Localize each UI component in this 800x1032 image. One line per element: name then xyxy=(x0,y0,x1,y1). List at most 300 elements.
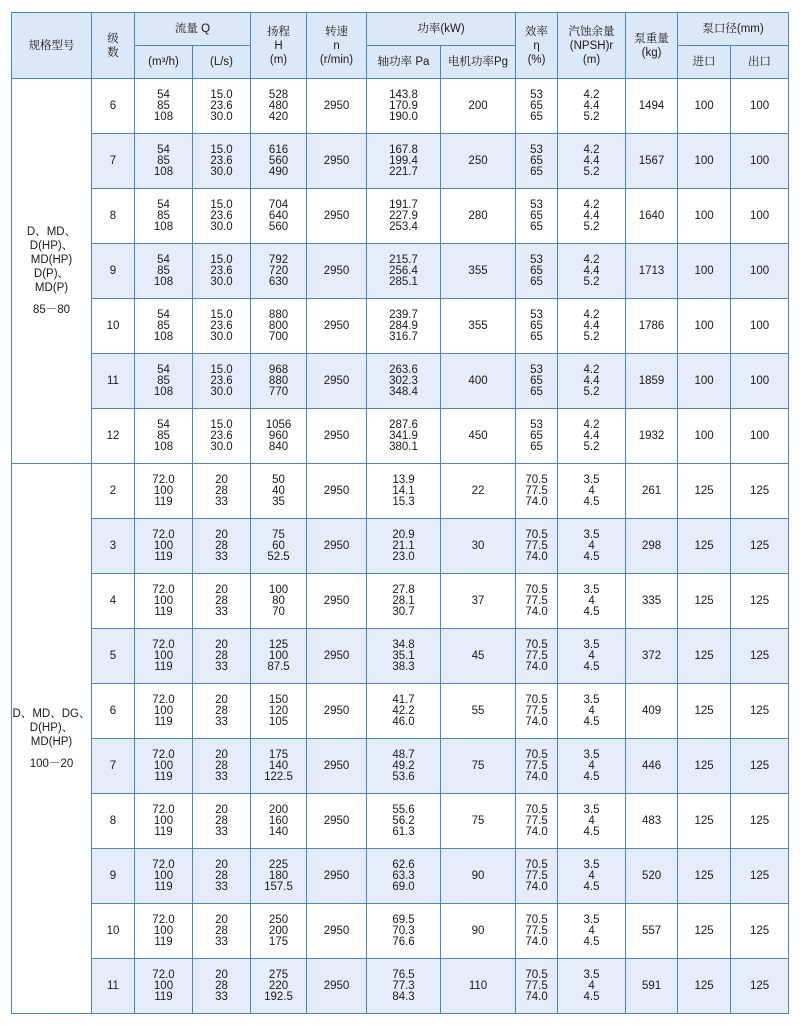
flow-ls-cell-value: 23.6 xyxy=(210,264,233,277)
npsh-cell-value: 4 xyxy=(588,814,595,827)
table-body xyxy=(12,79,789,1014)
head-cell xyxy=(251,299,307,354)
outlet-cell: 100 xyxy=(731,409,789,464)
weight-cell: 1567 xyxy=(626,134,678,189)
stages-cell: 8 xyxy=(92,189,135,244)
flow-ls-cell-value: 20 xyxy=(215,583,228,596)
flow-m3h-cell-value: 108 xyxy=(153,165,174,178)
flow-ls-cell xyxy=(193,299,251,354)
head-cell xyxy=(251,684,307,739)
efficiency-cell xyxy=(516,849,558,904)
flow-ls-cell-value: 20 xyxy=(215,803,228,816)
flow-m3h-cell-value: 85 xyxy=(157,374,170,387)
npsh-cell-value: 4.5 xyxy=(583,660,600,673)
flow-ls-cell-value: 20 xyxy=(215,913,228,926)
npsh-cell xyxy=(558,409,626,464)
efficiency-cell-value: 77.5 xyxy=(525,539,548,552)
flow-m3h-cell-value: 85 xyxy=(157,319,170,332)
efficiency-cell-value: 74.0 xyxy=(525,770,548,783)
npsh-cell-value: 4.5 xyxy=(583,770,600,783)
flow-m3h-cell-value: 100 xyxy=(153,924,174,937)
head-cell xyxy=(251,354,307,409)
npsh-cell xyxy=(558,519,626,574)
head-cell xyxy=(251,134,307,189)
efficiency-cell-value: 65 xyxy=(530,319,543,332)
table-row xyxy=(12,849,789,904)
flow-m3h-cell-value: 119 xyxy=(154,825,173,838)
motor-power-cell: 250 xyxy=(441,134,516,189)
table-row xyxy=(12,629,789,684)
shaft-power-cell-value: 348.4 xyxy=(389,385,418,398)
efficiency-cell-value: 70.5 xyxy=(525,528,548,541)
outlet-cell: 125 xyxy=(731,959,789,1014)
inlet-cell: 100 xyxy=(678,409,731,464)
stages-cell: 7 xyxy=(92,739,135,794)
outlet-cell: 125 xyxy=(731,794,789,849)
flow-m3h-cell-value: 72.0 xyxy=(152,803,175,816)
flow-ls-cell-value: 28 xyxy=(215,869,228,882)
flow-ls-cell-value: 28 xyxy=(215,704,228,717)
flow-ls-cell-value: 15.0 xyxy=(210,88,233,101)
weight-cell: 483 xyxy=(626,794,678,849)
outlet-cell: 100 xyxy=(731,299,789,354)
motor-power-cell: 90 xyxy=(441,849,516,904)
flow-m3h-cell-value: 119 xyxy=(154,935,173,948)
speed-cell: 2950 xyxy=(307,904,367,959)
weight-cell: 1859 xyxy=(626,354,678,409)
efficiency-cell-value: 70.5 xyxy=(525,473,548,486)
head-cell-value: 880 xyxy=(268,374,289,387)
header-model: 规格型号 xyxy=(12,13,92,79)
npsh-cell-value: 4 xyxy=(588,594,595,607)
flow-m3h-cell-value: 100 xyxy=(153,539,174,552)
speed-cell: 2950 xyxy=(307,629,367,684)
flow-m3h-cell xyxy=(135,189,193,244)
flow-m3h-cell xyxy=(135,849,193,904)
head-cell-value: 960 xyxy=(268,429,289,442)
efficiency-cell-value: 65 xyxy=(530,429,543,442)
motor-power-cell: 90 xyxy=(441,904,516,959)
shaft-power-cell-value: 239.7 xyxy=(389,308,418,321)
outlet-cell: 100 xyxy=(731,354,789,409)
head-cell-value: 880 xyxy=(268,308,289,321)
shaft-power-cell-value: 56.2 xyxy=(392,814,415,827)
efficiency-cell-value: 70.5 xyxy=(525,803,548,816)
flow-m3h-cell xyxy=(135,134,193,189)
npsh-cell-value: 4.5 xyxy=(583,990,600,1003)
flow-m3h-cell-value: 108 xyxy=(153,220,174,233)
npsh-cell xyxy=(558,464,626,519)
shaft-power-cell-value: 46.0 xyxy=(392,715,415,728)
header-outlet: 出口 xyxy=(731,46,789,79)
head-cell xyxy=(251,519,307,574)
shaft-power-cell-value: 256.4 xyxy=(389,264,418,277)
flow-m3h-cell xyxy=(135,574,193,629)
npsh-cell xyxy=(558,354,626,409)
head-cell-value: 87.5 xyxy=(267,660,290,673)
flow-m3h-cell-value: 72.0 xyxy=(152,968,175,981)
efficiency-cell-value: 53 xyxy=(530,308,543,321)
shaft-power-cell xyxy=(367,519,441,574)
outlet-cell: 125 xyxy=(731,739,789,794)
outlet-cell: 100 xyxy=(731,244,789,299)
head-cell-value: 157.5 xyxy=(264,880,293,893)
inlet-cell: 100 xyxy=(678,354,731,409)
flow-ls-cell-value: 20 xyxy=(215,638,228,651)
head-cell-value: 528 xyxy=(268,88,289,101)
shaft-power-cell-value: 48.7 xyxy=(392,748,415,761)
efficiency-cell xyxy=(516,629,558,684)
npsh-cell xyxy=(558,629,626,684)
shaft-power-cell-value: 63.3 xyxy=(392,869,415,882)
flow-ls-cell-value: 33 xyxy=(215,825,228,838)
flow-m3h-cell-value: 72.0 xyxy=(152,473,175,486)
npsh-cell xyxy=(558,959,626,1014)
npsh-cell-value: 3.5 xyxy=(583,803,600,816)
speed-cell: 2950 xyxy=(307,189,367,244)
motor-power-cell: 355 xyxy=(441,244,516,299)
shaft-power-cell xyxy=(367,189,441,244)
shaft-power-cell-value: 341.9 xyxy=(389,429,418,442)
head-cell-value: 192.5 xyxy=(264,990,293,1003)
npsh-cell-value: 3.5 xyxy=(583,638,600,651)
flow-ls-cell-value: 15.0 xyxy=(210,198,233,211)
flow-ls-cell-value: 20 xyxy=(215,693,228,706)
stages-cell: 12 xyxy=(92,409,135,464)
table-row xyxy=(12,134,789,189)
weight-cell: 1786 xyxy=(626,299,678,354)
shaft-power-cell-value: 77.3 xyxy=(392,979,415,992)
npsh-cell-value: 4 xyxy=(588,759,595,772)
flow-m3h-cell xyxy=(135,794,193,849)
npsh-cell-value: 5.2 xyxy=(583,165,600,178)
flow-m3h-cell-value: 119 xyxy=(154,605,173,618)
weight-cell: 372 xyxy=(626,629,678,684)
weight-cell: 446 xyxy=(626,739,678,794)
npsh-cell-value: 5.2 xyxy=(583,385,600,398)
efficiency-cell-value: 65 xyxy=(530,385,543,398)
head-cell-value: 70 xyxy=(272,605,285,618)
shaft-power-cell-value: 35.1 xyxy=(392,649,415,662)
shaft-power-cell-value: 15.3 xyxy=(392,495,415,508)
shaft-power-cell xyxy=(367,464,441,519)
flow-m3h-cell-value: 100 xyxy=(153,649,174,662)
npsh-cell-value: 3.5 xyxy=(583,583,600,596)
shaft-power-cell-value: 69.0 xyxy=(392,880,415,893)
shaft-power-cell xyxy=(367,299,441,354)
npsh-cell-value: 4.5 xyxy=(583,605,600,618)
flow-m3h-cell-value: 108 xyxy=(153,385,174,398)
npsh-cell xyxy=(558,904,626,959)
inlet-cell: 125 xyxy=(678,519,731,574)
efficiency-cell xyxy=(516,464,558,519)
header-flow: 流量 Q xyxy=(135,13,251,46)
head-cell-value: 968 xyxy=(268,363,289,376)
outlet-cell: 100 xyxy=(731,134,789,189)
efficiency-cell xyxy=(516,739,558,794)
head-cell-value: 225 xyxy=(268,858,289,871)
shaft-power-cell-value: 287.6 xyxy=(389,418,418,431)
efficiency-cell-value: 74.0 xyxy=(525,990,548,1003)
flow-ls-cell-value: 23.6 xyxy=(210,429,233,442)
head-cell-value: 175 xyxy=(268,748,289,761)
efficiency-cell-value: 70.5 xyxy=(525,693,548,706)
head-cell-value: 704 xyxy=(268,198,289,211)
head-cell-value: 480 xyxy=(268,99,289,112)
npsh-cell-value: 4.2 xyxy=(583,198,600,211)
shaft-power-cell-value: 221.7 xyxy=(389,165,418,178)
flow-m3h-cell xyxy=(135,684,193,739)
flow-m3h-cell-value: 85 xyxy=(157,209,170,222)
efficiency-cell xyxy=(516,244,558,299)
shaft-power-cell-value: 284.9 xyxy=(389,319,418,332)
head-cell-value: 490 xyxy=(268,165,289,178)
npsh-cell-value: 4 xyxy=(588,649,595,662)
inlet-cell: 100 xyxy=(678,134,731,189)
npsh-cell-value: 4.5 xyxy=(583,715,600,728)
stages-cell: 7 xyxy=(92,134,135,189)
stages-cell: 11 xyxy=(92,959,135,1014)
weight-cell: 1932 xyxy=(626,409,678,464)
npsh-cell-value: 4.5 xyxy=(583,880,600,893)
speed-cell: 2950 xyxy=(307,409,367,464)
flow-m3h-cell-value: 119 xyxy=(154,770,173,783)
efficiency-cell xyxy=(516,79,558,134)
header-flow-ls: (L/s) xyxy=(193,46,251,79)
flow-m3h-cell-value: 119 xyxy=(154,660,173,673)
shaft-power-cell xyxy=(367,904,441,959)
efficiency-cell-value: 65 xyxy=(530,154,543,167)
table-row xyxy=(12,189,789,244)
model-name-line: D、MD、 xyxy=(26,226,77,238)
shaft-power-cell-value: 302.3 xyxy=(389,374,418,387)
inlet-cell: 125 xyxy=(678,739,731,794)
head-cell xyxy=(251,409,307,464)
weight-cell: 520 xyxy=(626,849,678,904)
model-size: 85－80 xyxy=(32,304,71,316)
stages-cell: 9 xyxy=(92,244,135,299)
efficiency-cell-value: 74.0 xyxy=(525,715,548,728)
npsh-cell-value: 4.2 xyxy=(583,363,600,376)
flow-m3h-cell-value: 100 xyxy=(153,979,174,992)
inlet-cell: 125 xyxy=(678,904,731,959)
flow-m3h-cell-value: 54 xyxy=(157,363,170,376)
head-cell xyxy=(251,794,307,849)
npsh-cell-value: 5.2 xyxy=(583,440,600,453)
npsh-cell-value: 5.2 xyxy=(583,220,600,233)
efficiency-cell xyxy=(516,354,558,409)
weight-cell: 298 xyxy=(626,519,678,574)
model-name-line: MD(HP) xyxy=(30,735,73,748)
flow-ls-cell xyxy=(193,684,251,739)
flow-ls-cell-value: 30.0 xyxy=(210,165,233,178)
efficiency-cell-value: 74.0 xyxy=(525,550,548,563)
shaft-power-cell-value: 14.1 xyxy=(392,484,415,497)
shaft-power-cell-value: 28.1 xyxy=(392,594,415,607)
efficiency-cell xyxy=(516,684,558,739)
flow-ls-cell-value: 15.0 xyxy=(210,363,233,376)
flow-m3h-cell xyxy=(135,739,193,794)
weight-cell: 1713 xyxy=(626,244,678,299)
flow-ls-cell xyxy=(193,519,251,574)
npsh-cell-value: 4 xyxy=(588,869,595,882)
head-cell-value: 800 xyxy=(268,319,289,332)
head-cell-value: 560 xyxy=(268,154,289,167)
shaft-power-cell xyxy=(367,244,441,299)
shaft-power-cell-value: 76.6 xyxy=(392,935,415,948)
table-row xyxy=(12,574,789,629)
head-cell-value: 140 xyxy=(268,825,289,838)
table-row xyxy=(12,354,789,409)
head-cell-value: 50 xyxy=(272,473,285,486)
header-head: 扬程 H (m) xyxy=(251,13,307,79)
npsh-cell-value: 3.5 xyxy=(583,968,600,981)
flow-m3h-cell xyxy=(135,244,193,299)
inlet-cell: 125 xyxy=(678,574,731,629)
flow-ls-cell-value: 28 xyxy=(215,539,228,552)
flow-m3h-cell xyxy=(135,959,193,1014)
npsh-cell-value: 4.2 xyxy=(583,88,600,101)
header-npsh: 汽蚀余量 (NPSH)r (m) xyxy=(558,13,626,79)
npsh-cell xyxy=(558,684,626,739)
efficiency-cell xyxy=(516,794,558,849)
shaft-power-cell-value: 191.7 xyxy=(389,198,418,211)
npsh-cell-value: 4.4 xyxy=(583,374,600,387)
model-names xyxy=(12,225,91,295)
motor-power-cell: 75 xyxy=(441,739,516,794)
model-name-line: D(HP)、 xyxy=(29,721,74,734)
model-name-line: MD(HP) xyxy=(30,254,73,266)
table-row xyxy=(12,904,789,959)
table-row xyxy=(12,794,789,849)
flow-ls-cell-value: 15.0 xyxy=(210,418,233,431)
flow-ls-cell-value: 30.0 xyxy=(210,220,233,233)
efficiency-cell xyxy=(516,959,558,1014)
flow-ls-cell-value: 30.0 xyxy=(210,275,233,288)
efficiency-cell xyxy=(516,189,558,244)
shaft-power-cell-value: 13.9 xyxy=(392,473,415,486)
flow-m3h-cell-value: 72.0 xyxy=(152,913,175,926)
npsh-cell-value: 4.5 xyxy=(583,935,600,948)
efficiency-cell-value: 70.5 xyxy=(525,638,548,651)
flow-ls-cell-value: 33 xyxy=(215,935,228,948)
npsh-cell-value: 3.5 xyxy=(583,473,600,486)
header-efficiency: 效率 η (%) xyxy=(516,13,558,79)
header-port: 泵口径(mm) xyxy=(678,13,789,46)
shaft-power-cell-value: 316.7 xyxy=(389,330,418,343)
efficiency-cell-value: 77.5 xyxy=(525,869,548,882)
flow-ls-cell-value: 20 xyxy=(215,968,228,981)
stages-cell: 10 xyxy=(92,299,135,354)
stages-cell: 6 xyxy=(92,79,135,134)
efficiency-cell-value: 53 xyxy=(530,143,543,156)
flow-ls-cell-value: 28 xyxy=(215,649,228,662)
head-cell-value: 75 xyxy=(272,528,285,541)
shaft-power-cell-value: 41.7 xyxy=(392,693,415,706)
npsh-cell-value: 4 xyxy=(588,704,595,717)
flow-ls-cell-value: 33 xyxy=(215,495,228,508)
speed-cell: 2950 xyxy=(307,519,367,574)
flow-ls-cell-value: 33 xyxy=(215,605,228,618)
flow-m3h-cell-value: 54 xyxy=(157,88,170,101)
flow-ls-cell xyxy=(193,739,251,794)
speed-cell: 2950 xyxy=(307,739,367,794)
efficiency-cell-value: 53 xyxy=(530,363,543,376)
npsh-cell-value: 3.5 xyxy=(583,693,600,706)
table-row xyxy=(12,79,789,134)
npsh-cell-value: 4.4 xyxy=(583,264,600,277)
shaft-power-cell xyxy=(367,134,441,189)
weight-cell: 261 xyxy=(626,464,678,519)
head-cell-value: 160 xyxy=(268,814,289,827)
flow-m3h-cell xyxy=(135,354,193,409)
stages-cell: 11 xyxy=(92,354,135,409)
efficiency-cell-value: 53 xyxy=(530,418,543,431)
speed-cell: 2950 xyxy=(307,959,367,1014)
flow-m3h-cell-value: 119 xyxy=(154,880,173,893)
model-name-line: MD(P) xyxy=(34,282,69,294)
table-row xyxy=(12,519,789,574)
head-cell-value: 220 xyxy=(268,979,289,992)
header-flow-m3h: (m³/h) xyxy=(135,46,193,79)
efficiency-cell-value: 65 xyxy=(530,275,543,288)
model-size: 100－20 xyxy=(29,757,74,770)
efficiency-cell xyxy=(516,519,558,574)
head-cell xyxy=(251,79,307,134)
flow-ls-cell xyxy=(193,244,251,299)
flow-ls-cell-value: 23.6 xyxy=(210,374,233,387)
flow-ls-cell xyxy=(193,629,251,684)
shaft-power-cell-value: 42.2 xyxy=(392,704,415,717)
speed-cell: 2950 xyxy=(307,684,367,739)
table-row xyxy=(12,464,789,519)
flow-ls-cell-value: 15.0 xyxy=(210,308,233,321)
shaft-power-cell xyxy=(367,574,441,629)
flow-m3h-cell-value: 100 xyxy=(153,869,174,882)
head-cell-value: 275 xyxy=(268,968,289,981)
npsh-cell-value: 4 xyxy=(588,924,595,937)
flow-ls-cell-value: 30.0 xyxy=(210,110,233,123)
npsh-cell xyxy=(558,79,626,134)
shaft-power-cell-value: 55.6 xyxy=(392,803,415,816)
outlet-cell: 100 xyxy=(731,79,789,134)
efficiency-cell xyxy=(516,574,558,629)
head-cell xyxy=(251,739,307,794)
stages-cell: 2 xyxy=(92,464,135,519)
flow-ls-cell xyxy=(193,409,251,464)
npsh-cell-value: 4.2 xyxy=(583,418,600,431)
efficiency-cell-value: 65 xyxy=(530,220,543,233)
flow-m3h-cell xyxy=(135,904,193,959)
head-cell-value: 80 xyxy=(272,594,285,607)
head-cell-value: 770 xyxy=(268,385,289,398)
shaft-power-cell-value: 167.8 xyxy=(389,143,418,156)
flow-m3h-cell xyxy=(135,79,193,134)
header-motor-power: 电机功率Pg xyxy=(441,46,516,79)
flow-ls-cell xyxy=(193,134,251,189)
header-stages: 级 数 xyxy=(92,13,135,79)
flow-ls-cell-value: 28 xyxy=(215,814,228,827)
npsh-cell-value: 4 xyxy=(588,484,595,497)
flow-m3h-cell-value: 72.0 xyxy=(152,748,175,761)
flow-m3h-cell-value: 108 xyxy=(153,110,174,123)
flow-m3h-cell-value: 119 xyxy=(154,990,173,1003)
table-row xyxy=(12,409,789,464)
npsh-cell-value: 4.4 xyxy=(583,209,600,222)
head-cell-value: 125 xyxy=(268,638,289,651)
motor-power-cell: 55 xyxy=(441,684,516,739)
motor-power-cell: 200 xyxy=(441,79,516,134)
